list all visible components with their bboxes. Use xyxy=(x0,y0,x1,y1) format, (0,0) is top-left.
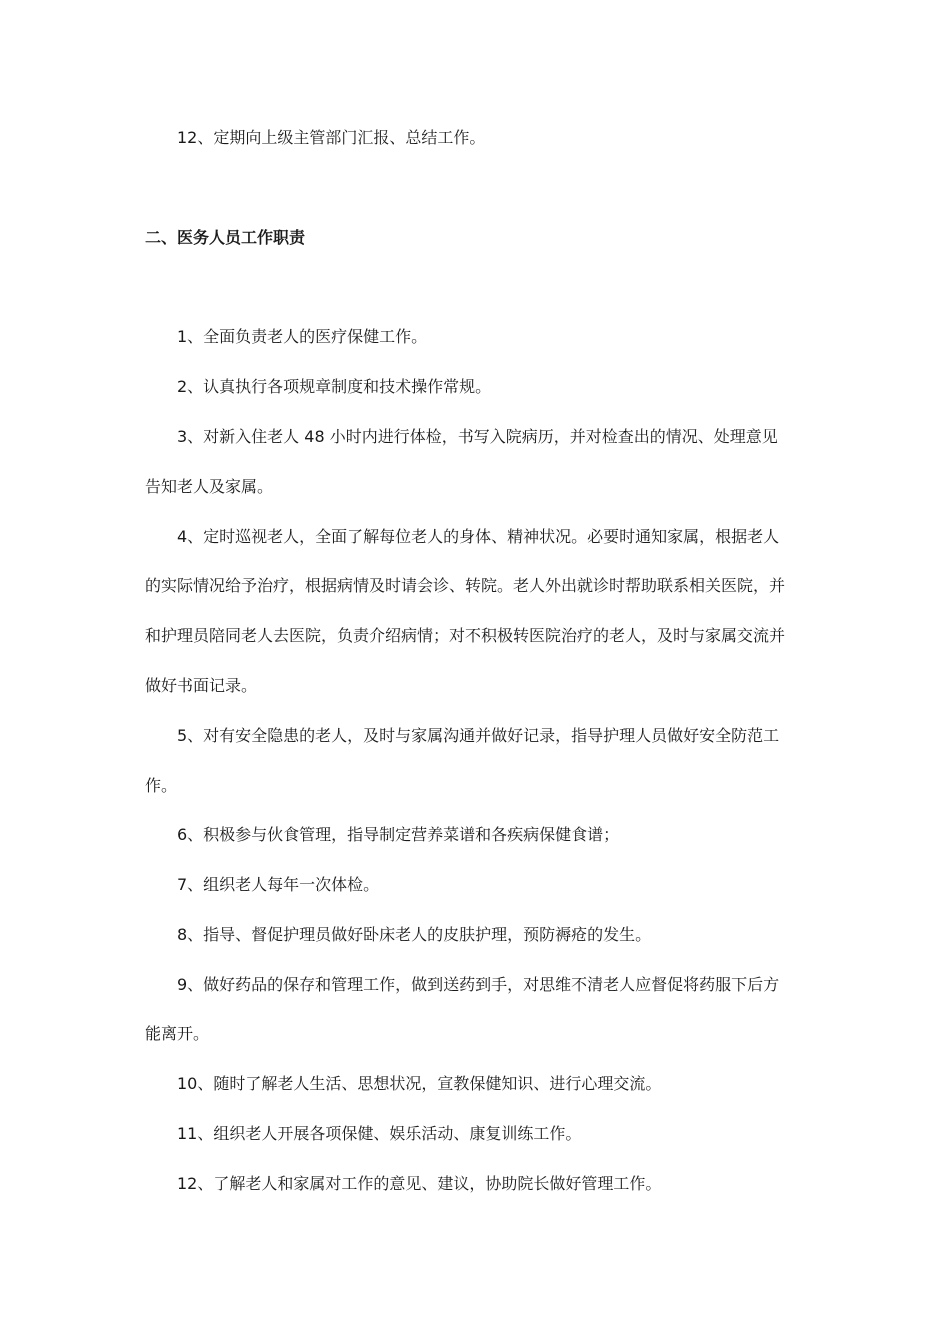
list-item-4-continued-2: 和护理员陪同老人去医院，负责介绍病情；对不积极转医院治疗的老人，及时与家属交流并 xyxy=(145,626,786,645)
list-item-4: 4、定时巡视老人，全面了解每位老人的身体、精神状况。必要时通知家属，根据老人 xyxy=(177,527,780,546)
list-item-8: 8、指导、督促护理员做好卧床老人的皮肤护理，预防褥疮的发生。 xyxy=(177,925,652,944)
list-item-11: 11、组织老人开展各项保健、娱乐活动、康复训练工作。 xyxy=(177,1124,582,1143)
list-item-9: 9、做好药品的保存和管理工作，做到送药到手，对思维不清老人应督促将药服下后方 xyxy=(177,975,780,994)
list-item-5: 5、对有安全隐患的老人，及时与家属沟通并做好记录，指导护理人员做好安全防范工 xyxy=(177,726,780,745)
section-title: 二、医务人员工作职责 xyxy=(145,228,306,247)
list-item-5-continued: 作。 xyxy=(145,776,178,795)
list-item-6: 6、积极参与伙食管理，指导制定营养菜谱和各疾病保健食谱； xyxy=(177,825,620,844)
list-item-12: 12、了解老人和家属对工作的意见、建议，协助院长做好管理工作。 xyxy=(177,1174,662,1193)
list-item-3-continued: 告知老人及家属。 xyxy=(145,477,274,496)
list-item-2: 2、认真执行各项规章制度和技术操作常规。 xyxy=(177,377,492,396)
list-item-7: 7、组织老人每年一次体检。 xyxy=(177,875,380,894)
list-item-10: 10、随时了解老人生活、思想状况，宣教保健知识、进行心理交流。 xyxy=(177,1074,662,1093)
list-item-9-continued: 能离开。 xyxy=(145,1024,210,1043)
list-item-3: 3、对新入住老人 48 小时内进行体检，书写入院病历，并对检查出的情况、处理意见 xyxy=(177,427,778,446)
previous-item-12: 12、定期向上级主管部门汇报、总结工作。 xyxy=(177,128,486,147)
list-item-1: 1、全面负责老人的医疗保健工作。 xyxy=(177,327,428,346)
list-item-4-continued-3: 做好书面记录。 xyxy=(145,676,258,695)
list-item-4-continued-1: 的实际情况给予治疗，根据病情及时请会诊、转院。老人外出就诊时帮助联系相关医院，并 xyxy=(145,576,786,595)
